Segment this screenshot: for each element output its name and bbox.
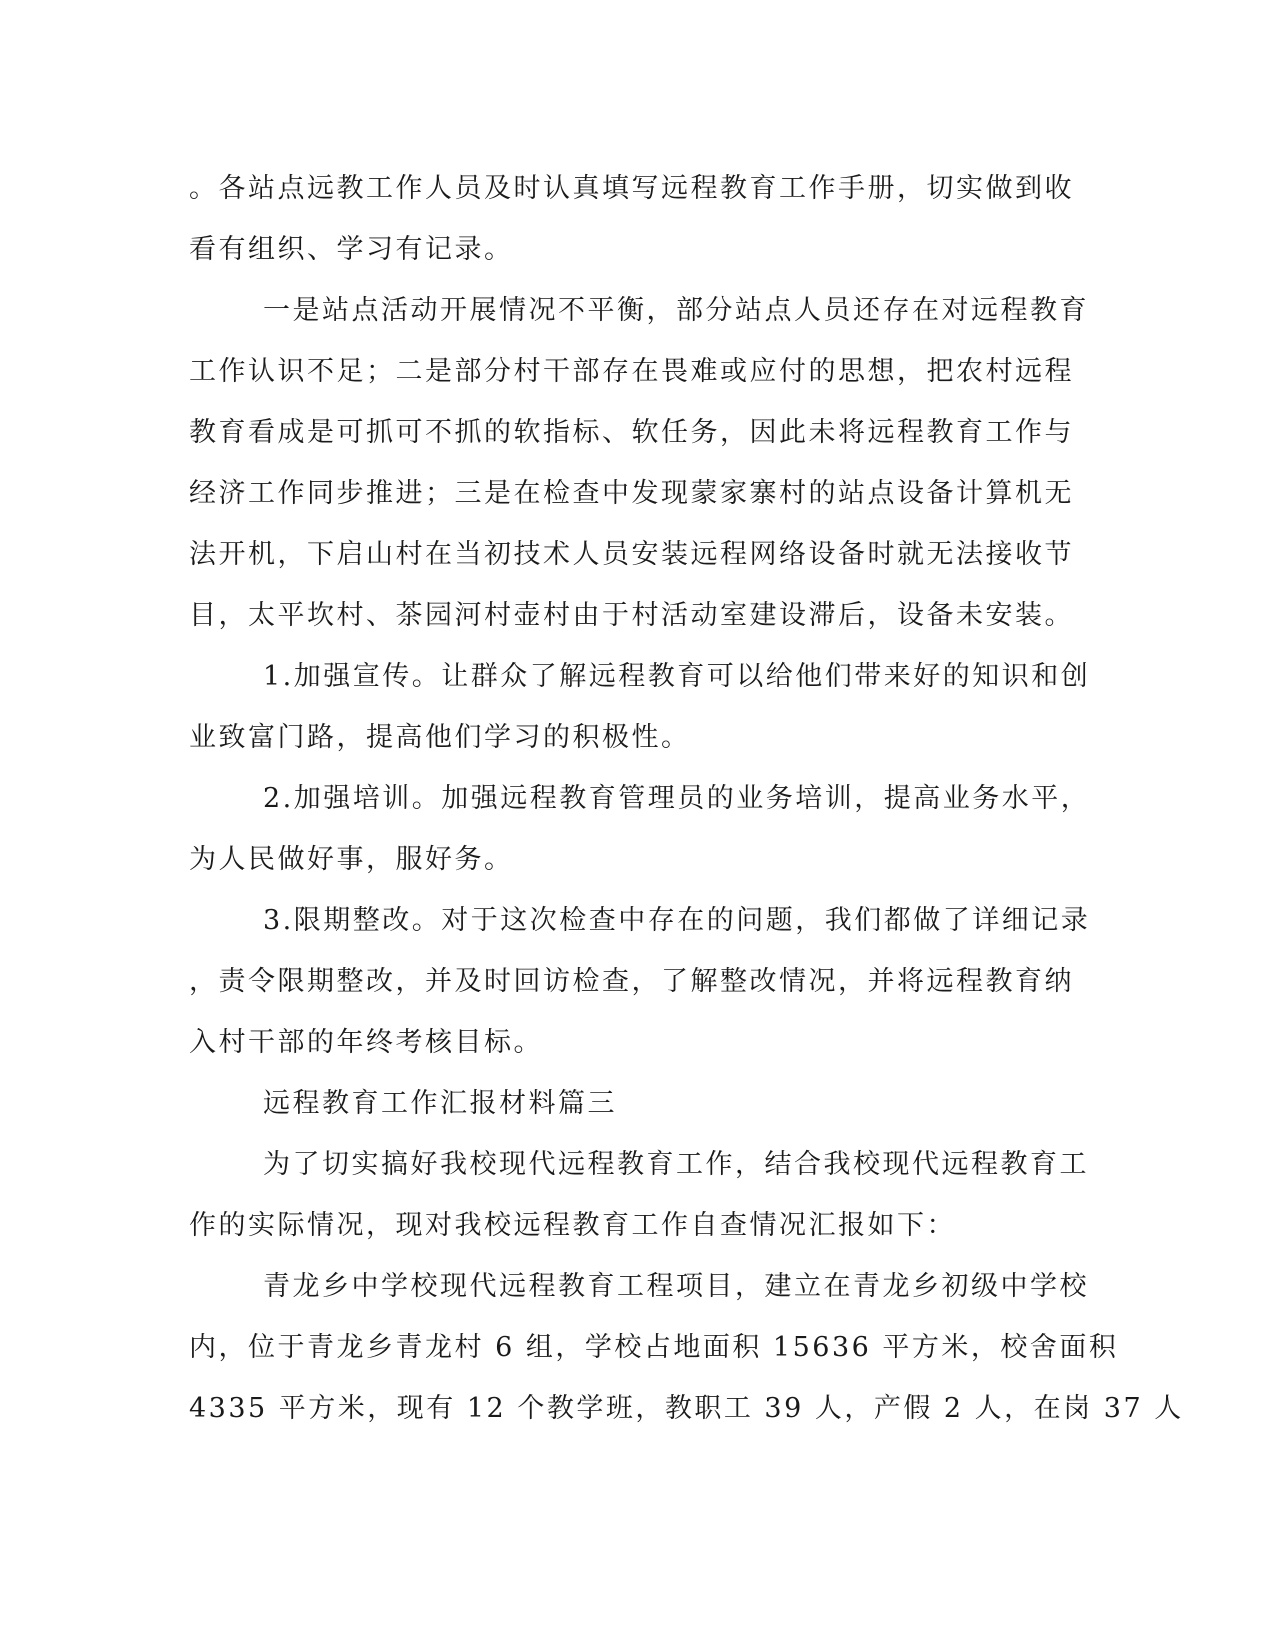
text-line: 作的实际情况，现对我校远程教育工作自查情况汇报如下： <box>189 1210 956 1241</box>
text-line: 入村干部的年终考核目标。 <box>189 1027 543 1058</box>
text-line: 目，太平坎村、茶园河村壶村由于村活动室建设滞后，设备未安装。 <box>189 600 1074 631</box>
paragraph-first-line: 一是站点活动开展情况不平衡，部分站点人员还存在对远程教育 <box>263 295 1089 326</box>
text-line: 为人民做好事，服好务。 <box>189 844 514 875</box>
text-line: 业致富门路，提高他们学习的积极性。 <box>189 722 691 753</box>
list-item-training: 2.加强培训。加强远程教育管理员的业务培训，提高业务水平， <box>263 783 1091 814</box>
text-line: 。各站点远教工作人员及时认真填写远程教育工作手册，切实做到收 <box>189 173 1074 204</box>
text-line: 4335 平方米，现有 12 个教学班，教职工 39 人，产假 2 人，在岗 37 人 <box>189 1393 1184 1424</box>
document-body <box>189 158 1184 1439</box>
list-item-publicity: 1.加强宣传。让群众了解远程教育可以给他们带来好的知识和创 <box>263 661 1091 692</box>
text-line: 教育看成是可抓可不抓的软指标、软任务，因此未将远程教育工作与 <box>189 417 1074 448</box>
paragraph-first-line: 为了切实搞好我校现代远程教育工作，结合我校现代远程教育工 <box>263 1149 1089 1180</box>
text-line: 工作认识不足；二是部分村干部存在畏难或应付的思想，把农村远程 <box>189 356 1074 387</box>
text-line: 看有组织、学习有记录。 <box>189 234 514 265</box>
text-line: 法开机，下启山村在当初技术人员安装远程网络设备时就无法接收节 <box>189 539 1074 570</box>
paragraph-first-line: 青龙乡中学校现代远程教育工程项目，建立在青龙乡初级中学校 <box>263 1271 1089 1302</box>
section-heading: 远程教育工作汇报材料篇三 <box>263 1088 617 1119</box>
text-line: 经济工作同步推进；三是在检查中发现蒙家寨村的站点设备计算机无 <box>189 478 1074 509</box>
list-item-rectification: 3.限期整改。对于这次检查中存在的问题，我们都做了详细记录 <box>263 905 1091 936</box>
text-line: ，责令限期整改，并及时回访检查，了解整改情况，并将远程教育纳 <box>189 966 1074 997</box>
text-line: 内，位于青龙乡青龙村 6 组，学校占地面积 15636 平方米，校舍面积 <box>189 1332 1119 1363</box>
